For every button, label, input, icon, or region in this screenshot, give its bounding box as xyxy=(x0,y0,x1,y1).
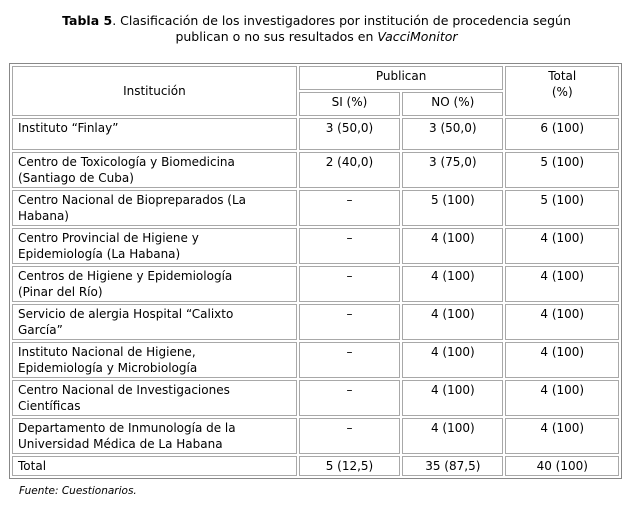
table-row xyxy=(12,152,619,188)
header-total xyxy=(505,66,619,116)
cell-no: 4 (100) xyxy=(402,228,503,264)
header-si: SI (%) xyxy=(299,92,400,116)
total-label: Total xyxy=(12,456,297,476)
cell-total: 5 (100) xyxy=(505,152,619,188)
cell-institucion-line2: Universidad Médica de La Habana xyxy=(18,437,223,451)
cell-no: 4 (100) xyxy=(402,266,503,302)
total-si: 5 (12,5) xyxy=(299,456,400,476)
caption-label: Tabla 5 xyxy=(62,13,113,28)
cell-institucion-line1: Departamento de Inmunología de la xyxy=(18,421,236,435)
header-institucion: Institución xyxy=(12,66,297,116)
cell-institucion xyxy=(12,380,297,416)
cell-no: 4 (100) xyxy=(402,380,503,416)
cell-institucion xyxy=(12,190,297,226)
caption-text: . Clasificación de los investigadores por institución de procedencia según xyxy=(112,13,571,28)
table-row xyxy=(12,266,619,302)
table-row xyxy=(12,190,619,226)
header-publican: Publican xyxy=(299,66,504,90)
table-row xyxy=(12,380,619,416)
cell-si: 3 (50,0) xyxy=(299,118,400,150)
cell-institucion xyxy=(12,418,297,454)
cell-institucion xyxy=(12,228,297,264)
cell-institucion-line2: Habana) xyxy=(18,209,69,223)
table-row xyxy=(12,418,619,454)
cell-institucion-line1: Centro Provincial de Higiene y xyxy=(18,231,199,245)
cell-institucion xyxy=(12,118,297,150)
header-row-1 xyxy=(12,66,619,90)
cell-no: 3 (50,0) xyxy=(402,118,503,150)
source-note: Fuente: Cuestionarios. xyxy=(19,485,137,497)
cell-institucion-line1: Centro de Toxicología y Biomedicina xyxy=(18,155,235,169)
cell-institucion-line2: Epidemiología (La Habana) xyxy=(18,247,181,261)
cell-institucion-line1: Instituto Nacional de Higiene, xyxy=(18,345,196,359)
cell-si: – xyxy=(299,418,400,454)
cell-total: 4 (100) xyxy=(505,266,619,302)
cell-institucion-line2: Epidemiología y Microbiología xyxy=(18,361,198,375)
cell-institucion-line1: Instituto “Finlay” xyxy=(18,121,119,135)
header-total-line2: (%) xyxy=(551,85,573,99)
cell-no: 5 (100) xyxy=(402,190,503,226)
table-row xyxy=(12,304,619,340)
cell-total: 4 (100) xyxy=(505,418,619,454)
data-table xyxy=(9,63,622,479)
table-caption xyxy=(0,13,633,45)
caption-journal: VacciMonitor xyxy=(377,29,458,44)
table-row xyxy=(12,342,619,378)
cell-total: 4 (100) xyxy=(505,380,619,416)
cell-si: – xyxy=(299,190,400,226)
cell-si: – xyxy=(299,228,400,264)
cell-si: – xyxy=(299,342,400,378)
cell-institucion-line1: Centro Nacional de Biopreparados (La xyxy=(18,193,247,207)
total-total: 40 (100) xyxy=(505,456,619,476)
total-row xyxy=(12,456,619,476)
cell-institucion-line2: Científicas xyxy=(18,399,81,413)
cell-si: 2 (40,0) xyxy=(299,152,400,188)
cell-institucion xyxy=(12,152,297,188)
cell-institucion-line1: Centro Nacional de Investigaciones xyxy=(18,383,230,397)
cell-institucion xyxy=(12,266,297,302)
cell-institucion xyxy=(12,304,297,340)
cell-institucion-line1: Centros de Higiene y Epidemiología xyxy=(18,269,233,283)
cell-no: 4 (100) xyxy=(402,342,503,378)
cell-institucion xyxy=(12,342,297,378)
cell-no: 4 (100) xyxy=(402,304,503,340)
cell-institucion-line2: García” xyxy=(18,323,63,337)
cell-si: – xyxy=(299,380,400,416)
cell-si: – xyxy=(299,266,400,302)
caption-line-2 xyxy=(0,29,633,45)
cell-institucion-line1: Servicio de alergia Hospital “Calixto xyxy=(18,307,234,321)
caption-line-1 xyxy=(0,13,633,29)
table-row xyxy=(12,228,619,264)
cell-si: – xyxy=(299,304,400,340)
header-no: NO (%) xyxy=(402,92,503,116)
cell-institucion-line2: (Santiago de Cuba) xyxy=(18,171,134,185)
header-total-line1: Total xyxy=(548,69,577,83)
caption-text-2: publican o no sus resultados en xyxy=(175,29,378,44)
table-row xyxy=(12,118,619,150)
cell-total: 4 (100) xyxy=(505,304,619,340)
cell-total: 4 (100) xyxy=(505,228,619,264)
cell-total: 4 (100) xyxy=(505,342,619,378)
cell-no: 3 (75,0) xyxy=(402,152,503,188)
cell-institucion-line2: (Pinar del Río) xyxy=(18,285,103,299)
cell-no: 4 (100) xyxy=(402,418,503,454)
cell-total: 5 (100) xyxy=(505,190,619,226)
total-no: 35 (87,5) xyxy=(402,456,503,476)
cell-total: 6 (100) xyxy=(505,118,619,150)
